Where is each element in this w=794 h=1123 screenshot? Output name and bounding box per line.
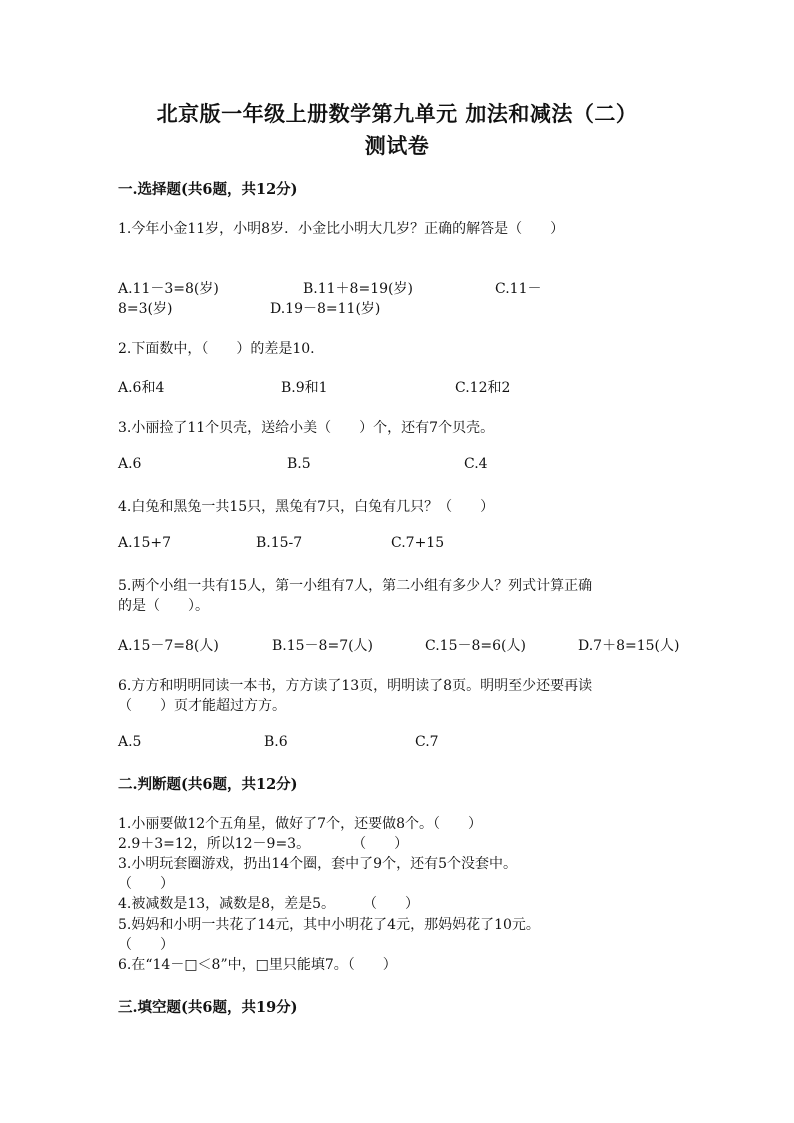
question-2-option-c: C.12和2 [455,380,511,396]
question-4-text: 4.白兔和黑兔一共15只，黑兔有7只，白兔有几只？（ ） [118,499,495,515]
judgment-line-3: 3.小明玩套圈游戏，扔出14个圈，套中了9个，还有5个没套中。 [118,856,517,872]
question-3-text: 3.小丽捡了11个贝壳，送给小美（ ）个，还有7个贝壳。 [118,420,495,436]
question-1-option-c-cont: 8=3(岁) [118,301,173,317]
judgment-line-6: 6.在“14－□＜8”中，□里只能填7。（ ） [118,957,397,973]
question-1-option-d: D.19－8=11(岁) [270,301,381,317]
question-3-option-c: C.4 [464,456,488,472]
question-5-text-line1: 5.两个小组一共有15人，第一小组有7人，第二小组有多少人？列式计算正确 [118,578,593,594]
question-4-option-b: B.15-7 [256,535,303,551]
judgment-line-5-cont: （ ） [118,937,174,953]
judgment-line-2: 2.9＋3=12，所以12－9=3。 （ ） [118,836,409,852]
page-subtitle: 测试卷 [364,133,430,158]
question-6-text-line2: （ ）页才能超过方方。 [118,698,286,714]
question-5-option-b: B.15－8=7(人) [272,638,374,654]
question-5-option-a: A.15－7=8(人) [118,638,219,654]
question-1-option-c: C.11－ [495,281,542,297]
question-4-option-c: C.7+15 [391,535,445,551]
judgment-line-1: 1.小丽要做12个五角星，做好了7个，还要做8个。（ ） [118,816,482,832]
judgment-line-5: 5.妈妈和小明一共花了14元，其中小明花了4元，那妈妈花了10元。 [118,917,540,933]
section-heading-choice: 一.选择题(共6题，共12分) [118,181,298,198]
question-6-option-b: B.6 [264,734,288,750]
question-6-option-a: A.5 [118,734,142,750]
judgment-line-4: 4.被减数是13，减数是8，差是5。 （ ） [118,896,419,912]
question-1-option-b: B.11＋8=19(岁) [303,281,413,297]
question-3-option-b: B.5 [287,456,311,472]
section-heading-judgment: 二.判断题(共6题，共12分) [118,776,298,793]
question-5-text-line2: 的是（ ）。 [118,598,209,614]
question-1-text: 1.今年小金11岁，小明8岁．小金比小明大几岁？正确的解答是（ ） [118,221,565,237]
question-2-option-a: A.6和4 [118,380,165,396]
question-2-text: 2.下面数中，（ ）的差是10. [118,341,315,357]
page-title: 北京版一年级上册数学第九单元 加法和减法（二） [156,101,638,126]
judgment-line-3-cont: （ ） [118,876,174,892]
question-6-option-c: C.7 [415,734,439,750]
question-5-option-c: C.15－8=6(人) [425,638,526,654]
section-heading-fill: 三.填空题(共6题，共19分) [118,999,298,1016]
question-4-option-a: A.15+7 [118,535,172,551]
question-5-option-d: D.7＋8=15(人) [578,638,680,654]
question-2-option-b: B.9和1 [281,380,328,396]
question-3-option-a: A.6 [118,456,142,472]
question-6-text-line1: 6.方方和明明同读一本书，方方读了13页，明明读了8页。明明至少还要再读 [118,678,593,694]
question-1-option-a: A.11－3=8(岁) [118,281,219,297]
